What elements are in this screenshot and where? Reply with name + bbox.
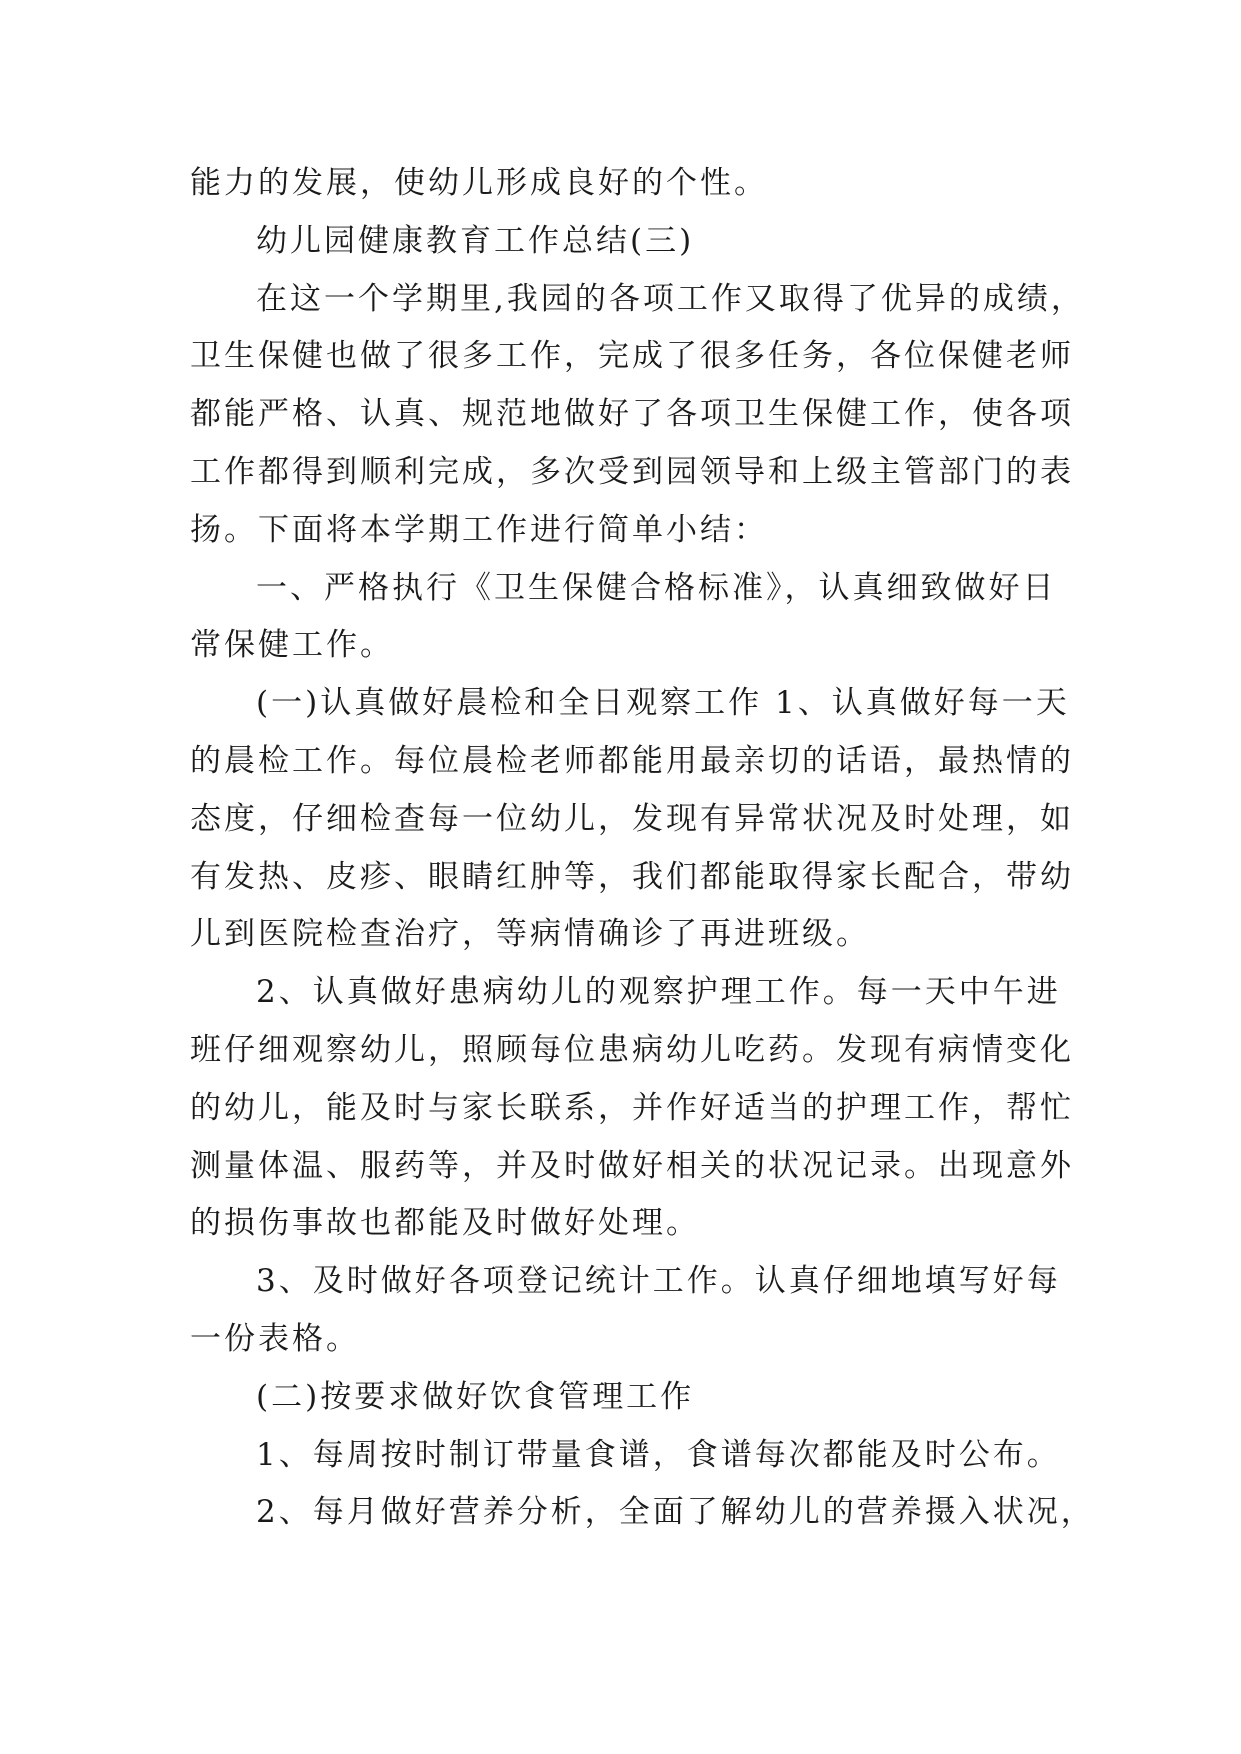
text-line: 2、每月做好营养分析，全面了解幼儿的营养摄入状况， bbox=[256, 1494, 1095, 1531]
text-line: 常保健工作。 bbox=[190, 627, 394, 664]
text-line: 一份表格。 bbox=[190, 1320, 360, 1357]
text-line: 1、每周按时制订带量食谱，食谱每次都能及时公布。 bbox=[256, 1436, 1061, 1473]
text-line: (一)认真做好晨检和全日观察工作 1、认真做好每一天 bbox=[256, 685, 1070, 722]
text-line: 班仔细观察幼儿，照顾每位患病幼儿吃药。发现有病情变化 bbox=[190, 1031, 1074, 1068]
text-line: 都能严格、认真、规范地做好了各项卫生保健工作，使各项 bbox=[190, 396, 1074, 433]
text-line: 的晨检工作。每位晨检老师都能用最亲切的话语，最热情的 bbox=[190, 742, 1074, 779]
text-line: 2、认真做好患病幼儿的观察护理工作。每一天中午进 bbox=[256, 974, 1061, 1011]
section-heading: 幼儿园健康教育工作总结(三) bbox=[256, 222, 695, 259]
text-line: 的损伤事故也都能及时做好处理。 bbox=[190, 1205, 700, 1242]
text-line: 儿到医院检查治疗，等病情确诊了再进班级。 bbox=[190, 916, 870, 953]
text-line: (二)按要求做好饮食管理工作 bbox=[256, 1378, 695, 1415]
text-line: 态度，仔细检查每一位幼儿，发现有异常状况及时处理，如 bbox=[190, 800, 1074, 837]
text-line: 扬。下面将本学期工作进行简单小结： bbox=[190, 511, 768, 548]
text-line: 测量体温、服药等，并及时做好相关的状况记录。出现意外 bbox=[190, 1147, 1074, 1184]
text-line: 工作都得到顺利完成，多次受到园领导和上级主管部门的表 bbox=[190, 453, 1074, 490]
text-line: 一、严格执行《卫生保健合格标准》，认真细致做好日 bbox=[256, 569, 1057, 606]
text-line: 3、及时做好各项登记统计工作。认真仔细地填写好每 bbox=[256, 1263, 1061, 1300]
text-line: 有发热、皮疹、眼睛红肿等，我们都能取得家长配合，带幼 bbox=[190, 858, 1074, 895]
document-body bbox=[190, 155, 1095, 1542]
text-line: 在这一个学期里,我园的各项工作又取得了优异的成绩， bbox=[256, 280, 1085, 317]
text-line: 的幼儿，能及时与家长联系，并作好适当的护理工作，帮忙 bbox=[190, 1089, 1074, 1126]
text-line: 能力的发展，使幼儿形成良好的个性。 bbox=[190, 165, 768, 201]
text-line: 卫生保健也做了很多工作，完成了很多任务，各位保健老师 bbox=[190, 338, 1074, 375]
